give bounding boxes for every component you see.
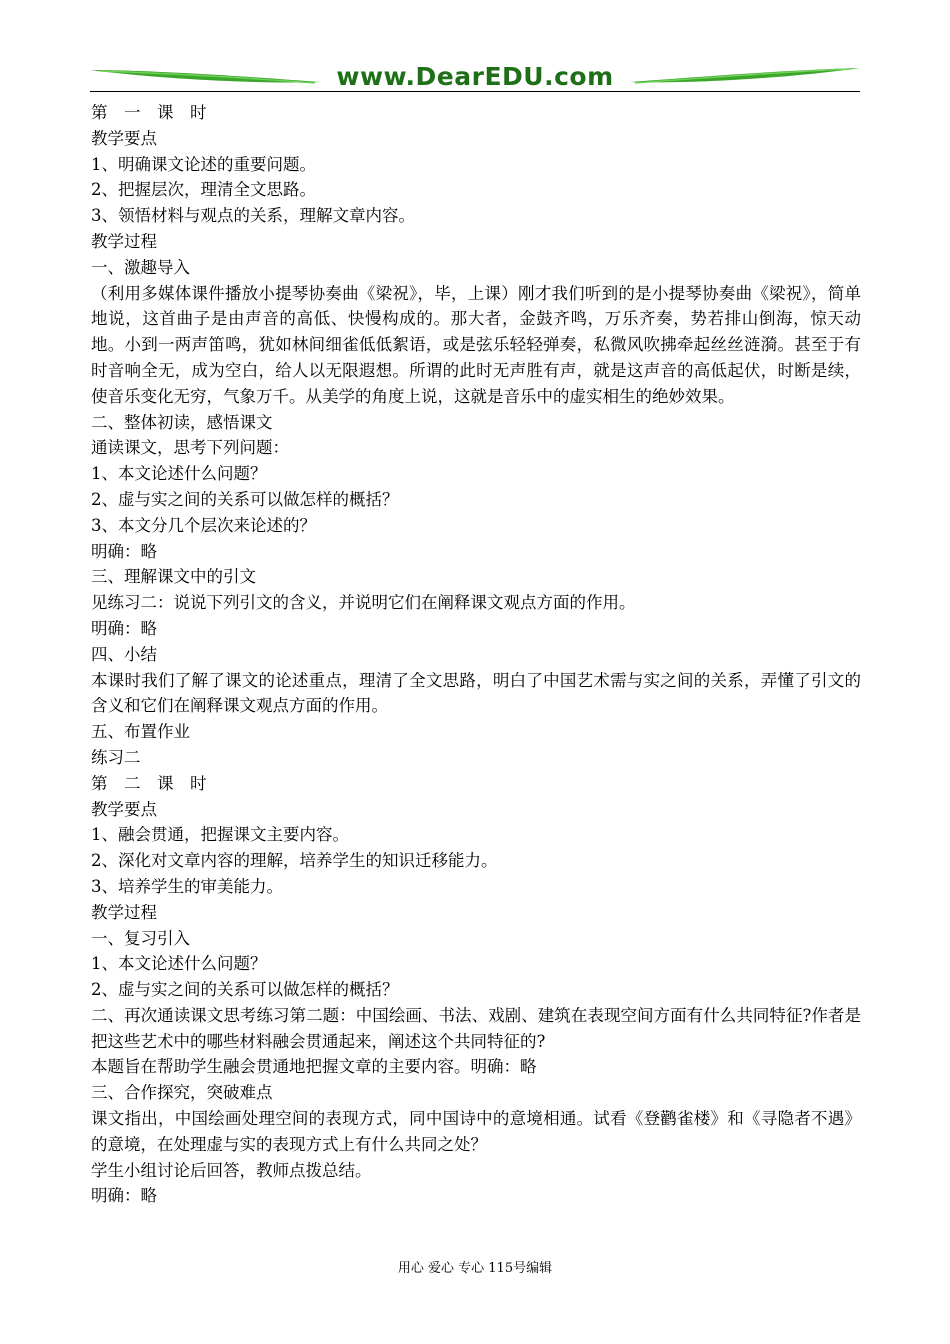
text-line: 明确：略 [91, 1186, 157, 1206]
document-body [91, 100, 861, 1209]
text-line: 练习二 [91, 747, 141, 767]
list-item: 3、本文分几个层次来论述的？ [91, 515, 316, 535]
section-heading: 教学过程 [91, 902, 157, 922]
review-paragraph: 二、再次通读课文思考练习第二题：中国绘画、书法、戏剧、建筑在表现空间方面有什么共同特征?作者是把这些艺术中的哪些材料融会贯通起来，阐述这个共同特征的? [91, 1005, 861, 1051]
page-footer: 用心 爱心 专心 115号编辑 [397, 1261, 553, 1276]
list-item: 1、明确课文论述的重要问题。 [91, 154, 316, 174]
step-heading: 三、理解课文中的引文 [91, 567, 256, 587]
list-item: 2、虚与实之间的关系可以做怎样的概括？ [91, 489, 399, 509]
explore-paragraph: 课文指出，中国绘画处理空间的表现方式，同中国诗中的意境相通。试看《登鹳雀楼》和《寻隐者不遇》的意境，在处理虚与实的表现方式上有什么共同之处？ [91, 1109, 861, 1154]
step-heading: 五、布置作业 [91, 722, 190, 742]
step-heading: 二、整体初读，感悟课文 [91, 412, 273, 432]
list-item: 1、本文论述什么问题？ [91, 954, 267, 974]
list-item: 2、虚与实之间的关系可以做怎样的概括？ [91, 980, 399, 1000]
list-item: 1、融会贯通，把握课文主要内容。 [91, 825, 349, 845]
list-item: 2、深化对文章内容的理解，培养学生的知识迁移能力。 [91, 851, 498, 871]
text-line: 本题旨在帮助学生融会贯通地把握文章的主要内容。明确：略 [91, 1057, 537, 1077]
step-heading: 三、合作探究，突破难点 [91, 1083, 273, 1103]
lesson-two-title: 第 二 课 时 [91, 773, 207, 793]
text-line: 明确：略 [91, 541, 157, 561]
lesson-one-title: 第 一 课 时 [91, 103, 207, 122]
header-rule [90, 91, 860, 92]
list-item: 3、领悟材料与观点的关系，理解文章内容。 [91, 206, 415, 226]
site-url-logo-text: www.DearEDU.com [336, 62, 614, 91]
text-line: 明确：略 [91, 618, 157, 638]
list-item: 3、培养学生的审美能力。 [91, 876, 283, 896]
text-line: 见练习二：说说下列引文的含义，并说明它们在阐释课文观点方面的作用。 [91, 593, 636, 613]
section-heading: 教学过程 [91, 231, 157, 251]
step-heading: 一、激趣导入 [91, 257, 190, 277]
step-heading: 一、复习引入 [91, 928, 190, 948]
section-heading: 教学要点 [91, 128, 157, 148]
intro-paragraph: （利用多媒体课件播放小提琴协奏曲《梁祝》，毕，上课）刚才我们听到的是小提琴协奏曲《梁祝》，简单地说，这首曲子是由声音的高低、快慢构成的。那大者，金鼓齐鸣，万乐齐奏，势若排山倒海，惊天动地。小到一两声笛鸣，犹如林间细雀低低絮语，或是弦乐轻轻弹奏，私微风吹拂牵起丝丝涟漪。甚至于有时音响全无，成为空白，给人以无限遐想。所谓的此时无声胜有声，就是这声音的高低起伏，时断是续，使音乐变化无穷，气象万千。从美学的角度上说，这就是音乐中的虚实相生的绝妙效果。 [91, 283, 861, 406]
step-heading: 四、小结 [91, 644, 157, 664]
section-heading: 教学要点 [91, 799, 157, 819]
list-item: 2、把握层次，理清全文思路。 [91, 180, 316, 200]
text-line: 学生小组讨论后回答，教师点拨总结。 [91, 1160, 372, 1180]
summary-paragraph: 本课时我们了解了课文的论述重点，理清了全文思路，明白了中国艺术需与实之间的关系，弄懂了引文的含义和它们在阐释课文观点方面的作用。 [91, 670, 861, 716]
text-line: 通读课文，思考下列问题： [91, 438, 289, 458]
list-item: 1、本文论述什么问题？ [91, 464, 267, 484]
